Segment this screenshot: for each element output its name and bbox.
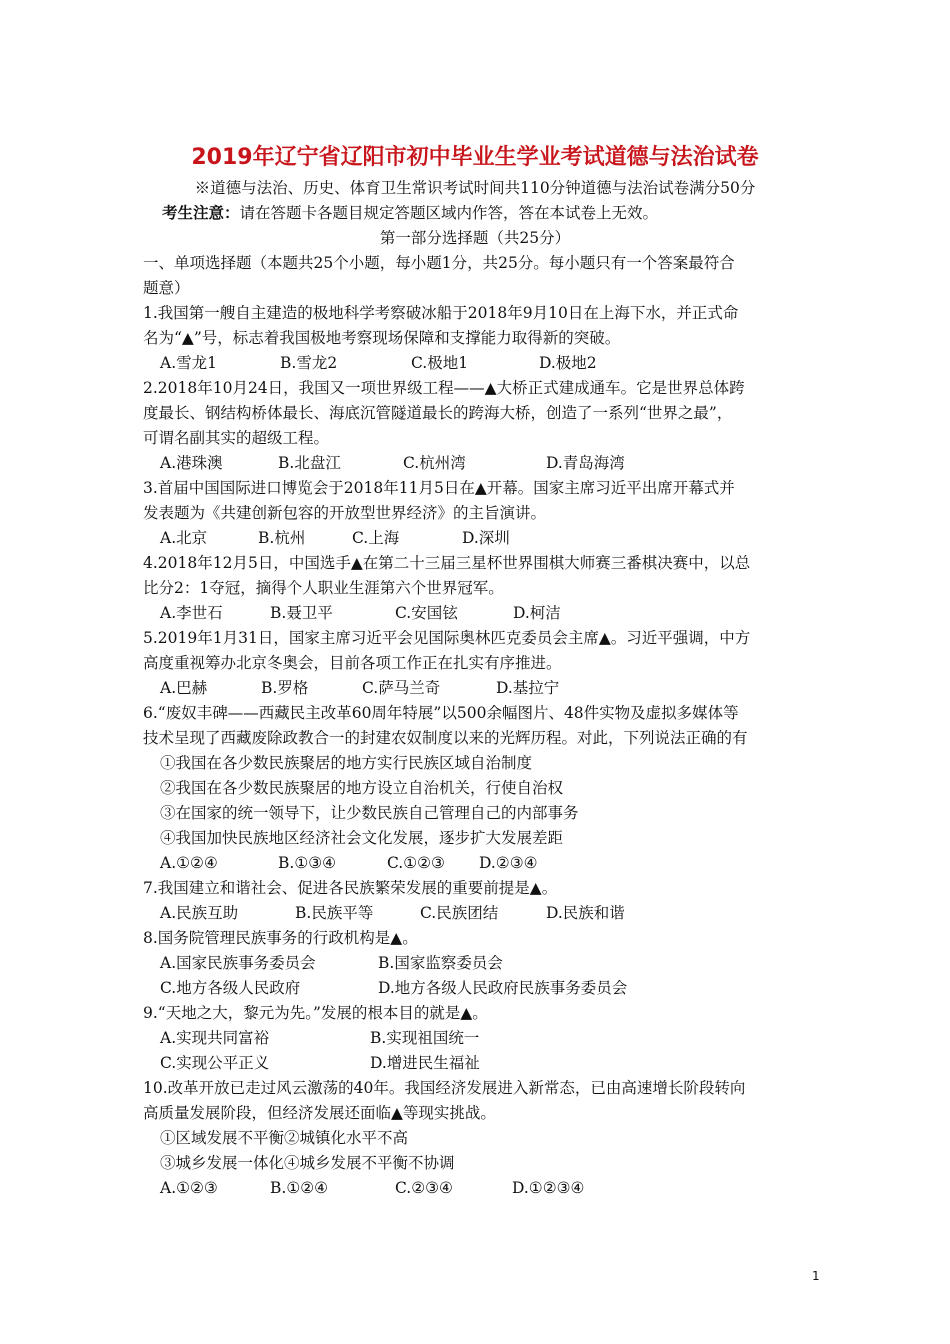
option-d: D.深圳 bbox=[462, 529, 510, 547]
option-b: B.杭州 bbox=[258, 529, 306, 547]
option-a: A.①②③ bbox=[160, 1179, 218, 1197]
option-b: B.罗格 bbox=[261, 679, 309, 697]
option-c: C.上海 bbox=[352, 529, 400, 547]
notice-label: 考生注意： bbox=[162, 203, 240, 222]
option-a: A.民族互助 bbox=[160, 904, 239, 922]
option-c: C.极地1 bbox=[411, 354, 469, 372]
question-text: 10.改革开放已走过风云激荡的40年。我国经济发展进入新常态，已由高速增长阶段转向 bbox=[143, 1079, 746, 1097]
question-text: 比分2：1夺冠，摘得个人职业生涯第六个世界冠军。 bbox=[143, 579, 504, 597]
option-a: A.李世石 bbox=[160, 604, 223, 622]
option-c: C.萨马兰奇 bbox=[362, 679, 441, 697]
notice-text: 请在答题卡各题目规定答题区域内作答，答在本试卷上无效。 bbox=[239, 204, 659, 222]
question-text: 可谓名副其实的超级工程。 bbox=[143, 429, 330, 447]
page-number: 1 bbox=[812, 1269, 820, 1283]
option-c: C.杭州湾 bbox=[403, 454, 466, 472]
statement-item: ③在国家的统一领导下，让少数民族自己管理自己的内部事务 bbox=[160, 804, 579, 822]
option-a: A.①②④ bbox=[160, 854, 218, 872]
option-c: C.①②③ bbox=[387, 854, 445, 872]
option-b: B.①②④ bbox=[270, 1179, 329, 1197]
option-c: C.实现公平正义 bbox=[160, 1054, 270, 1072]
question-text: 发表题为《共建创新包容的开放型世界经济》的主旨演讲。 bbox=[143, 504, 547, 522]
question-text: 技术呈现了西藏废除政教合一的封建农奴制度以来的光辉历程。对此，下列说法正确的有 bbox=[143, 729, 748, 747]
option-a: A.北京 bbox=[160, 529, 208, 547]
question-text: 2.2018年10月24日，我国又一项世界级工程——▲大桥正式建成通车。它是世界总体跨 bbox=[143, 379, 745, 397]
option-b: B.国家监察委员会 bbox=[378, 954, 503, 972]
option-a: A.港珠澳 bbox=[160, 454, 223, 472]
option-b: B.雪龙2 bbox=[280, 354, 338, 372]
section-heading-line2: 题意） bbox=[143, 279, 190, 297]
option-a: A.雪龙1 bbox=[160, 354, 217, 372]
option-b: B.实现祖国统一 bbox=[370, 1029, 480, 1047]
section-heading-line1: 一、单项选择题（本题共25个小题，每小题1分，共25分。每小题只有一个答案最符合 bbox=[143, 254, 735, 272]
option-d: D.②③④ bbox=[479, 854, 538, 872]
question-text: 4.2018年12月5日，中国选手▲在第二十三届三星杯世界围棋大师赛三番棋决赛中，以总 bbox=[143, 554, 751, 572]
question-text: 名为“▲”号，标志着我国极地考察现场保障和支撑能力取得新的突破。 bbox=[143, 329, 621, 347]
option-d: D.增进民生福祉 bbox=[370, 1054, 480, 1072]
option-b: B.民族平等 bbox=[295, 904, 374, 922]
question-text: 高质量发展阶段，但经济发展还面临▲等现实挑战。 bbox=[143, 1104, 496, 1122]
statement-item: ②我国在各少数民族聚居的地方设立自治机关，行使自治权 bbox=[160, 779, 564, 797]
question-text: 5.2019年1月31日，国家主席习近平会见国际奥林匹克委员会主席▲。习近平强调，中方 bbox=[143, 629, 751, 647]
option-d: D.①②③④ bbox=[512, 1179, 585, 1197]
option-c: C.民族团结 bbox=[420, 904, 499, 922]
question-text: 高度重视筹办北京冬奥会，目前各项工作正在扎实有序推进。 bbox=[143, 654, 562, 672]
question-text: 9.“天地之大，黎元为先。”发展的根本目的就是▲。 bbox=[143, 1004, 488, 1022]
statement-item: ①区域发展不平衡②城镇化水平不高 bbox=[160, 1129, 409, 1147]
question-text: 6.“废奴丰碑——西藏民主改革60周年特展”以500余幅图片、48件实物及虚拟多媒体等 bbox=[143, 704, 739, 722]
statement-item: ③城乡发展一体化④城乡发展不平衡不协调 bbox=[160, 1154, 455, 1172]
option-b: B.北盘江 bbox=[278, 454, 341, 472]
statement-item: ①我国在各少数民族聚居的地方实行民族区域自治制度 bbox=[160, 754, 533, 772]
exam-title: 2019年辽宁省辽阳市初中毕业生学业考试道德与法治试卷 bbox=[191, 145, 759, 170]
option-c: C.②③④ bbox=[395, 1179, 453, 1197]
question-text: 8.国务院管理民族事务的行政机构是▲。 bbox=[143, 929, 418, 947]
question-text: 3.首届中国国际进口博览会于2018年11月5日在▲开幕。国家主席习近平出席开幕式并 bbox=[143, 479, 735, 497]
option-d: D.青岛海湾 bbox=[546, 454, 625, 472]
option-b: B.①③④ bbox=[278, 854, 337, 872]
option-d: D.基拉宁 bbox=[496, 679, 560, 697]
option-d: D.极地2 bbox=[539, 354, 597, 372]
option-c: C.安国铉 bbox=[395, 604, 458, 622]
option-b: B.聂卫平 bbox=[270, 604, 333, 622]
option-a: A.巴赫 bbox=[160, 679, 208, 697]
option-c: C.地方各级人民政府 bbox=[160, 979, 301, 997]
question-text: 1.我国第一艘自主建造的极地科学考察破冰船于2018年9月10日在上海下水，并正式命 bbox=[143, 304, 739, 322]
candidate-notice bbox=[162, 203, 658, 223]
question-text: 度最长、钢结构桥体最长、海底沉管隧道最长的跨海大桥，创造了一系列“世界之最”， bbox=[143, 404, 733, 422]
part-title: 第一部分选择题（共25分） bbox=[379, 229, 571, 247]
option-d: D.地方各级人民政府民族事务委员会 bbox=[378, 979, 628, 997]
option-d: D.民族和谐 bbox=[546, 904, 625, 922]
option-d: D.柯洁 bbox=[513, 604, 561, 622]
question-text: 7.我国建立和谐社会、促进各民族繁荣发展的重要前提是▲。 bbox=[143, 879, 558, 897]
exam-note: ※道德与法治、历史、体育卫生常识考试时间共110分钟道德与法治试卷满分50分 bbox=[194, 179, 756, 197]
option-a: A.国家民族事务委员会 bbox=[160, 954, 316, 972]
option-a: A.实现共同富裕 bbox=[160, 1029, 270, 1047]
statement-item: ④我国加快民族地区经济社会文化发展，逐步扩大发展差距 bbox=[160, 829, 564, 847]
